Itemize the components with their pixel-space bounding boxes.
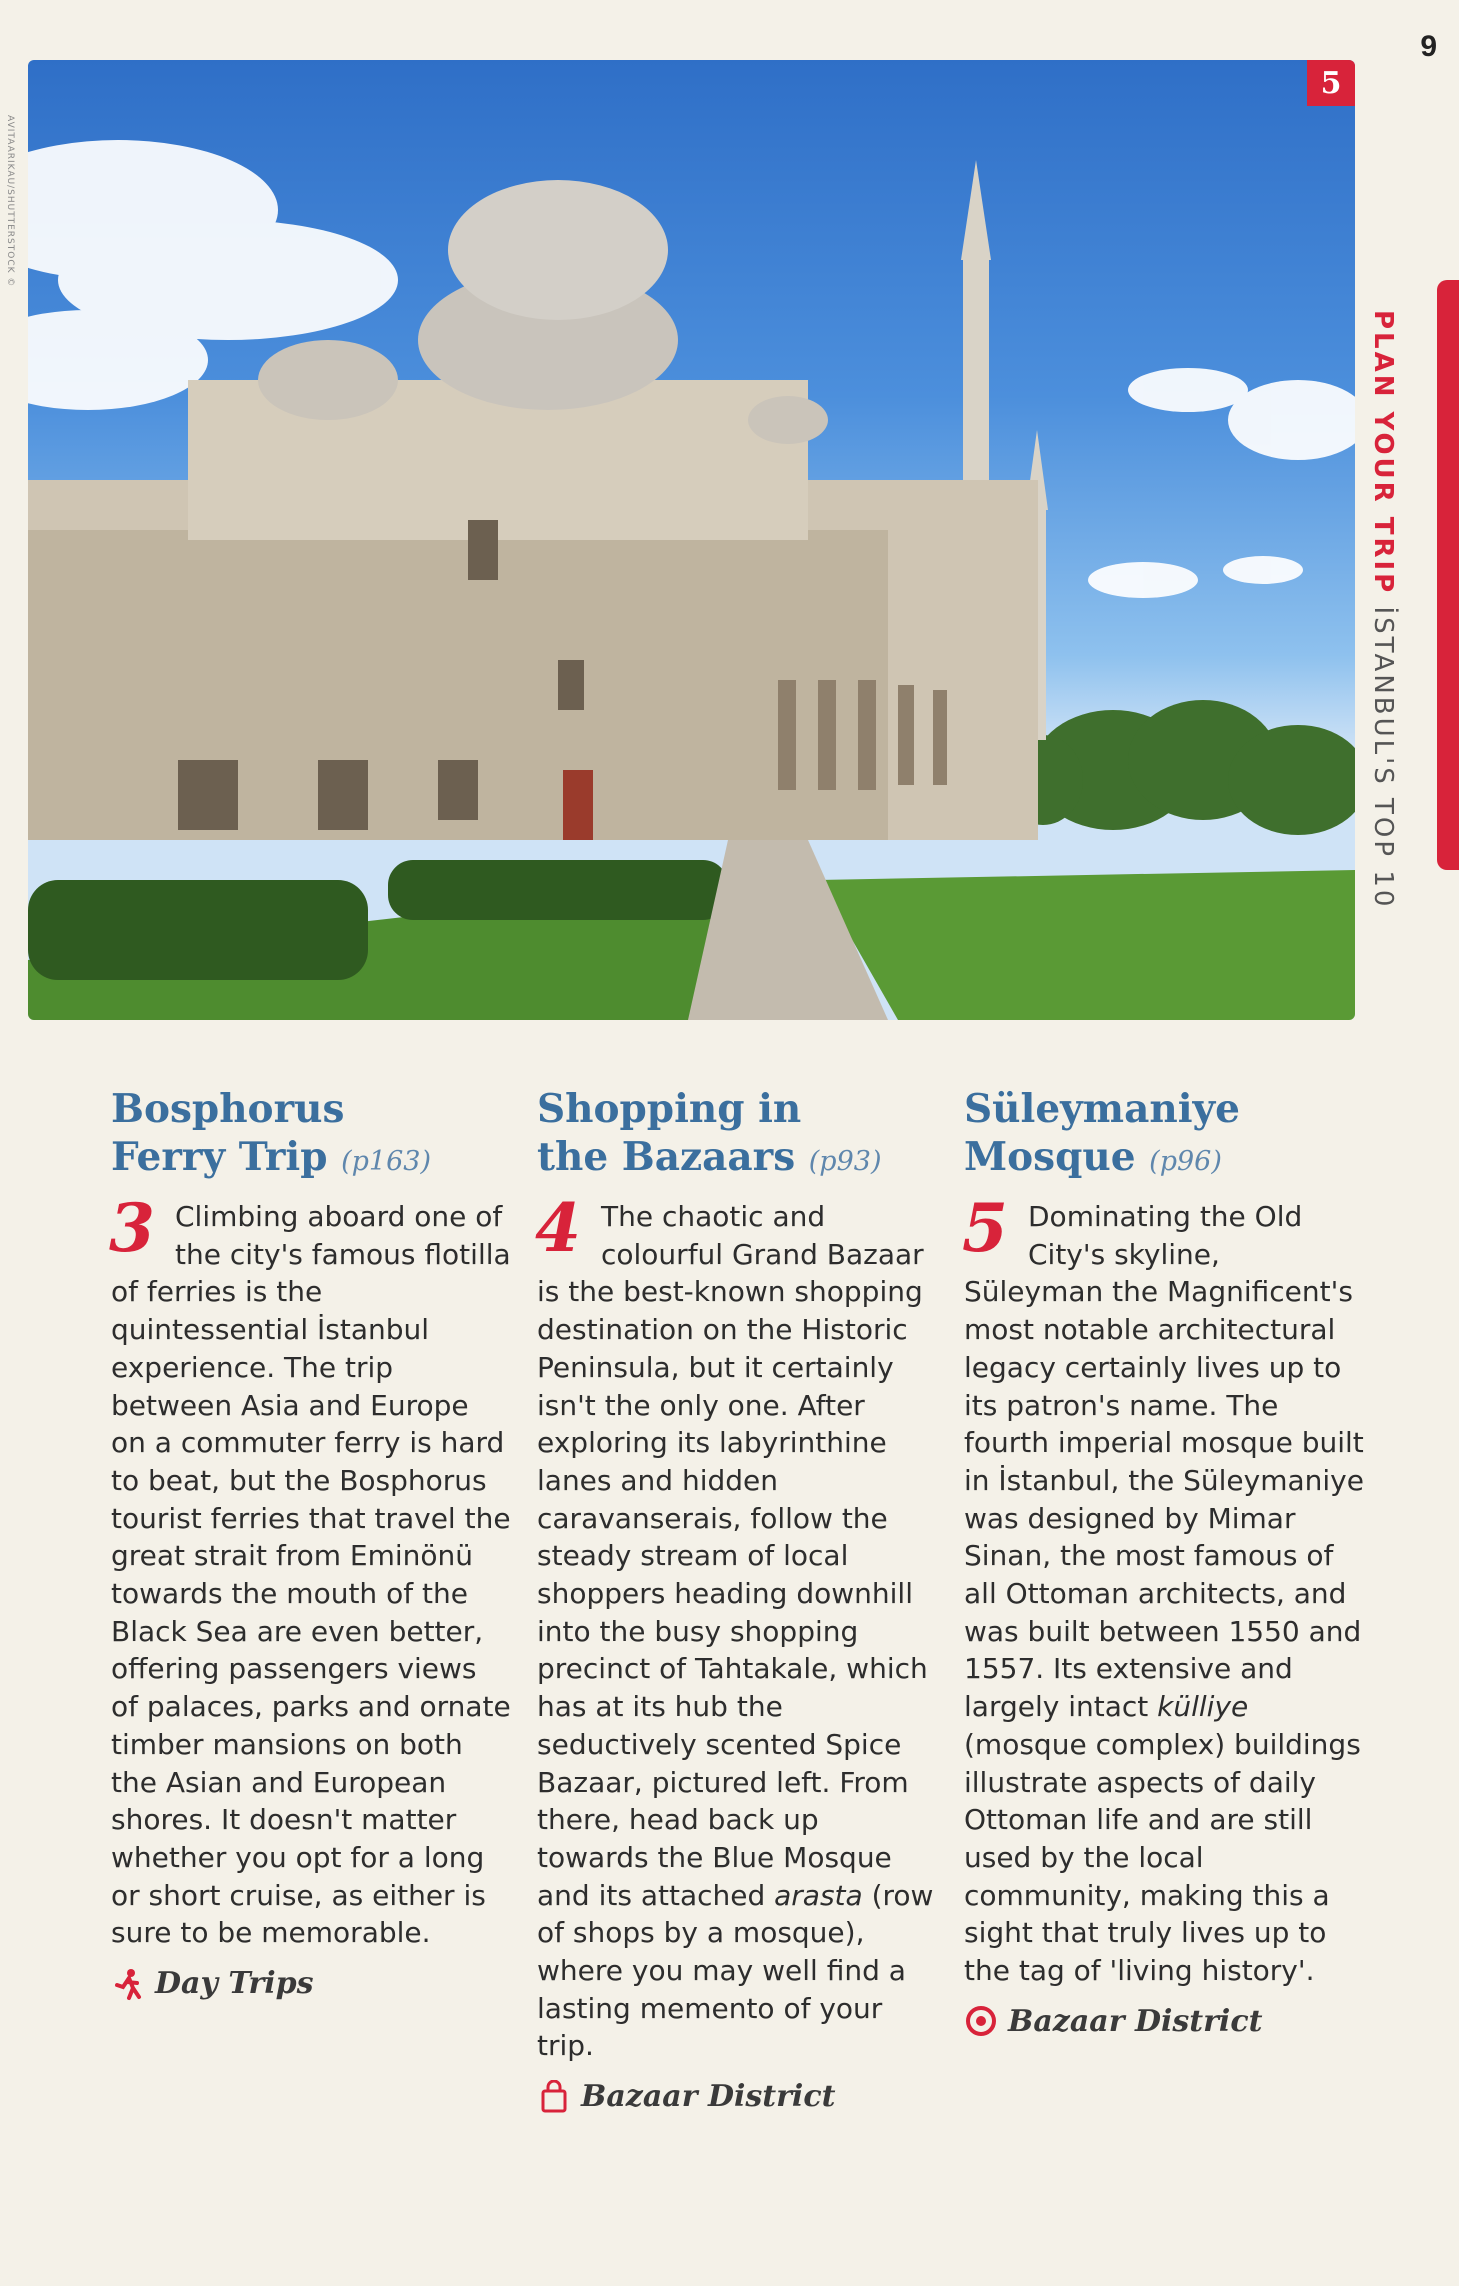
column-title: Bosphorus Ferry Trip (p163) bbox=[111, 1086, 431, 1180]
item-number: 3 bbox=[109, 1189, 155, 1267]
sights-icon bbox=[964, 2004, 998, 2038]
top10-column-bazaars bbox=[537, 1085, 937, 2114]
section-side-label bbox=[1368, 310, 1398, 909]
column-body: 4 The chaotic and colourful Grand Bazaar is the best-known shopping destination on the Historic Peninsula, but it certainly isn't the only one. After exploring its labyrinthine lanes and hidden caravanserais, follow the steady stream of local shoppers heading downhill into the busy shopping precinct of Tahtakale, which has at its hub the seductively scented Spice Bazaar, pictured left. From there, head back up towards the Blue Mosque and its attached arasta (row of shops by a mosque), where you may well find a lasting memento of your trip. bbox=[535, 1189, 934, 2063]
area-link[interactable] bbox=[964, 2004, 1364, 2039]
top10-column-bosphorus bbox=[111, 1085, 511, 2001]
mosque-photo bbox=[28, 60, 1355, 1020]
lawn-right bbox=[818, 870, 1355, 1020]
page-reference[interactable]: (p163) bbox=[341, 1146, 431, 1177]
area-link-label: Day Trips bbox=[155, 1966, 314, 2002]
area-link[interactable] bbox=[537, 2079, 937, 2114]
item-number: 4 bbox=[535, 1189, 581, 1267]
photo-badge: 5 bbox=[1307, 60, 1355, 106]
area-link-label: Bazaar District bbox=[581, 2079, 836, 2115]
area-link[interactable] bbox=[111, 1966, 511, 2001]
column-title: Süleymaniye Mosque (p96) bbox=[964, 1086, 1240, 1180]
top10-column-suleymaniye bbox=[964, 1085, 1364, 2039]
column-title: Shopping in the Bazaars (p93) bbox=[537, 1086, 882, 1180]
area-link-label: Bazaar District bbox=[1008, 2003, 1263, 2039]
column-body: 5 Dominating the Old City's skyline, Süleyman the Magnificent's most notable architectural legacy certainly lives up to its patron's name. The fourth imperial mosque built in İstanbul, the Süleymaniye was designed by Mimar Sinan, the most famous of all Ottoman architects, and was built between 1550 and 1557. Its extensive and largely intact külliye (mosque complex) buildings illustrate aspects of daily Ottoman life and are still used by the local community, making this a sight that truly lives up to the tag of 'living history'. bbox=[962, 1189, 1364, 1988]
section-label: PLAN YOUR TRIP bbox=[1368, 310, 1398, 596]
trees bbox=[1003, 700, 1355, 835]
hiker-icon bbox=[111, 1967, 145, 2001]
page-reference[interactable]: (p93) bbox=[808, 1146, 882, 1177]
item-number: 5 bbox=[962, 1189, 1008, 1267]
page-number: 9 bbox=[1420, 30, 1437, 63]
mosque-illustration bbox=[28, 60, 1355, 1020]
photo-credit: AVITAARIKAU/SHUTTERSTOCK © bbox=[5, 115, 15, 288]
side-tab bbox=[1437, 280, 1459, 870]
page-reference[interactable]: (p96) bbox=[1149, 1146, 1222, 1177]
column-body: 3 Climbing aboard one of the city's famous flotilla of ferries is the quintessential İstanbul experience. The trip between Asia and Europe on a commuter ferry is hard to beat, but the Bosphorus tourist ferries that travel the great strait from Eminönü towards the mouth of the Black Sea are even better, offering passengers views of palaces, parks and ornate timber mansions on both the Asian and European shores. It doesn't matter whether you opt for a long or short cruise, as either is sure to be memorable. bbox=[109, 1189, 511, 1950]
chapter-label: İSTANBUL'S TOP 10 bbox=[1368, 595, 1398, 910]
shopping-bag-icon bbox=[537, 2080, 571, 2114]
